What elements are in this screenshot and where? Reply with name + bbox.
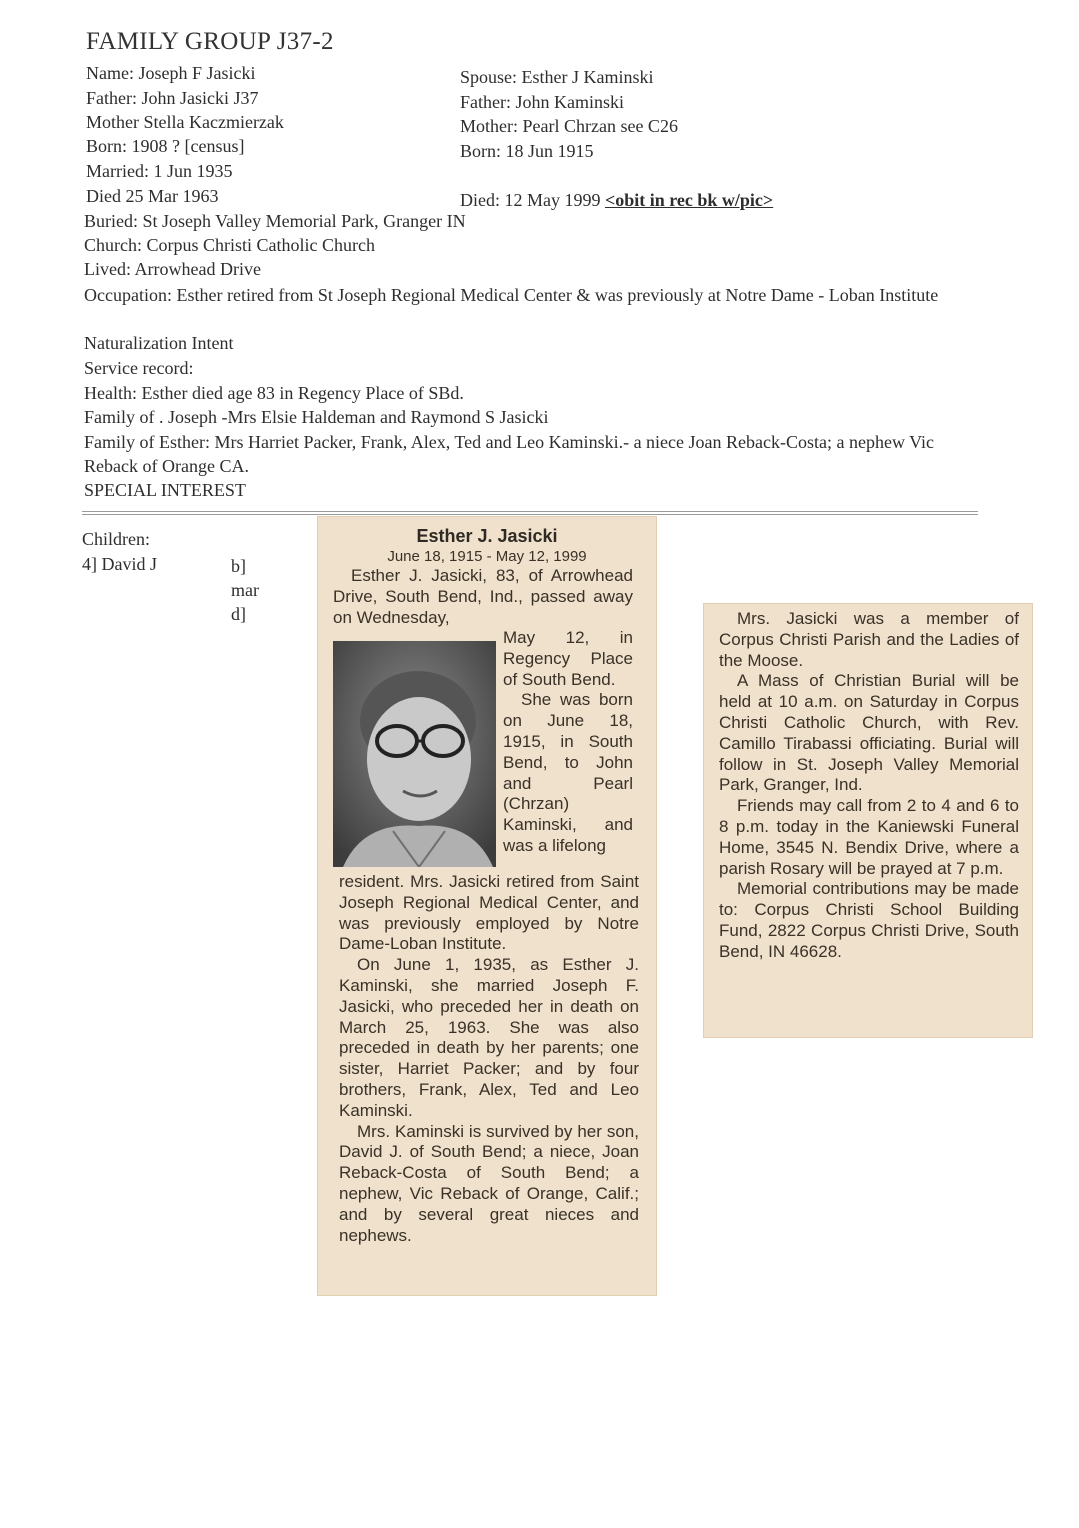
service-record-line: Service record: xyxy=(84,358,194,378)
child-born: b] xyxy=(231,556,246,576)
born-line: Born: 1908 ? [census] xyxy=(86,136,245,156)
buried-line: Buried: St Joseph Valley Memorial Park, Granger IN xyxy=(84,211,466,231)
occupation-line: Occupation: Esther retired from St Joseph Regional Medical Center & was previously at Notre Dame - Loban Institute xyxy=(84,285,939,305)
obituary-side-text xyxy=(503,628,633,857)
obituary-text-memorials: Memorial contributions may be made to: Corpus Christi School Building Fund, 2822 Corpus Christi Drive, South Bend, IN 46628. xyxy=(719,879,1019,961)
obituary-paragraph-1 xyxy=(333,566,633,628)
obituary-text-career: resident. Mrs. Jasicki retired from Saint Joseph Regional Medical Center, and was previously employed by Notre Dame-Loban Institute. xyxy=(339,872,639,954)
page-title: FAMILY GROUP J37-2 xyxy=(86,28,334,55)
child-married: mar xyxy=(231,580,259,600)
obituary-clipping-continued xyxy=(703,603,1033,1038)
obituary-text-membership: Mrs. Jasicki was a member of Corpus Christi Parish and the Ladies of the Moose. xyxy=(719,609,1019,670)
lived-line: Lived: Arrowhead Drive xyxy=(84,259,261,279)
obituary-photo xyxy=(333,641,496,867)
obituary-text-mass: A Mass of Christian Burial will be held at 10 a.m. on Saturday in Corpus Christi Catholic Church, with Rev. Camillo Tirabassi officiating. Burial will follow in St. Joseph Valley Memorial Park, Granger, Ind. xyxy=(719,671,1019,795)
died-line: Died 25 Mar 1963 xyxy=(86,186,219,206)
spouse-born-line: Born: 18 Jun 1915 xyxy=(460,141,594,161)
obit-link[interactable]: <obit in rec bk w/pic> xyxy=(604,190,774,210)
family-of-joseph-line: Family of . Joseph -Mrs Elsie Haldeman and Raymond S Jasicki xyxy=(84,407,549,427)
church-line: Church: Corpus Christi Catholic Church xyxy=(84,235,375,255)
obituary-services-text xyxy=(719,609,1019,963)
obituary-text-birth: She was born on June 18, 1915, in South Bend, to John and Pearl (Chrzan) Kaminski, and was a lifelong xyxy=(503,690,633,855)
spouse-mother-line: Mother: Pearl Chrzan see C26 xyxy=(460,116,678,136)
spouse-father-line: Father: John Kaminski xyxy=(460,92,624,112)
obituary-clipping xyxy=(317,516,657,1296)
child-name: 4] David J xyxy=(82,554,157,574)
father-line: Father: John Jasicki J37 xyxy=(86,88,259,108)
mother-line: Mother Stella Kaczmierzak xyxy=(86,112,284,132)
name-line: Name: Joseph F Jasicki xyxy=(86,63,256,83)
health-line: Health: Esther died age 83 in Regency Place of SBd. xyxy=(84,383,464,403)
obituary-dates: June 18, 1915 - May 12, 1999 xyxy=(387,547,587,565)
married-line: Married: 1 Jun 1935 xyxy=(86,161,233,181)
obituary-paragraph-rest xyxy=(339,872,639,1246)
children-label: Children: xyxy=(82,529,150,549)
obituary-text-death: May 12, in Regency Place of South Bend. xyxy=(503,628,633,689)
section-divider xyxy=(82,511,978,515)
obituary-text-intro: Esther J. Jasicki, 83, of Arrowhead Drive, South Bend, Ind., passed away on Wednesday, xyxy=(333,566,633,627)
naturalization-line: Naturalization Intent xyxy=(84,333,234,353)
spouse-died-text: Died: 12 May 1999 xyxy=(460,190,605,210)
obituary-name: Esther J. Jasicki xyxy=(416,526,558,546)
child-died: d] xyxy=(231,604,246,624)
obituary-text-survivors: Mrs. Kaminski is survived by her son, David J. of South Bend; a niece, Joan Reback-Costa of South Bend; a nephew, Vic Reback of Orange, Calif.; and by several great nieces and nephews. xyxy=(339,1121,639,1245)
special-interest-line: SPECIAL INTEREST xyxy=(84,480,246,500)
family-of-esther-line: Family of Esther: Mrs Harriet Packer, Frank, Alex, Ted and Leo Kaminski.- a niece Joan Reback-Costa; a nephew Vic Reback of Orange CA. xyxy=(84,432,935,476)
spouse-line: Spouse: Esther J Kaminski xyxy=(460,67,654,87)
obituary-text-marriage: On June 1, 1935, as Esther J. Kaminski, she married Joseph F. Jasicki, who preceded her in death on March 25, 1963. She was also preceded in death by her parents; one sister, Harriet Packer; and by four brothers, Frank, Alex, Ted and Leo Kaminski. xyxy=(339,955,639,1120)
spouse-died-line xyxy=(460,188,773,212)
obituary-text-visitation: Friends may call from 2 to 4 and 6 to 8 p.m. today in the Kaniewski Funeral Home, 3545 N. Bendix Drive, where a parish Rosary will be prayed at 7 p.m. xyxy=(719,796,1019,878)
portrait-image xyxy=(333,641,496,867)
